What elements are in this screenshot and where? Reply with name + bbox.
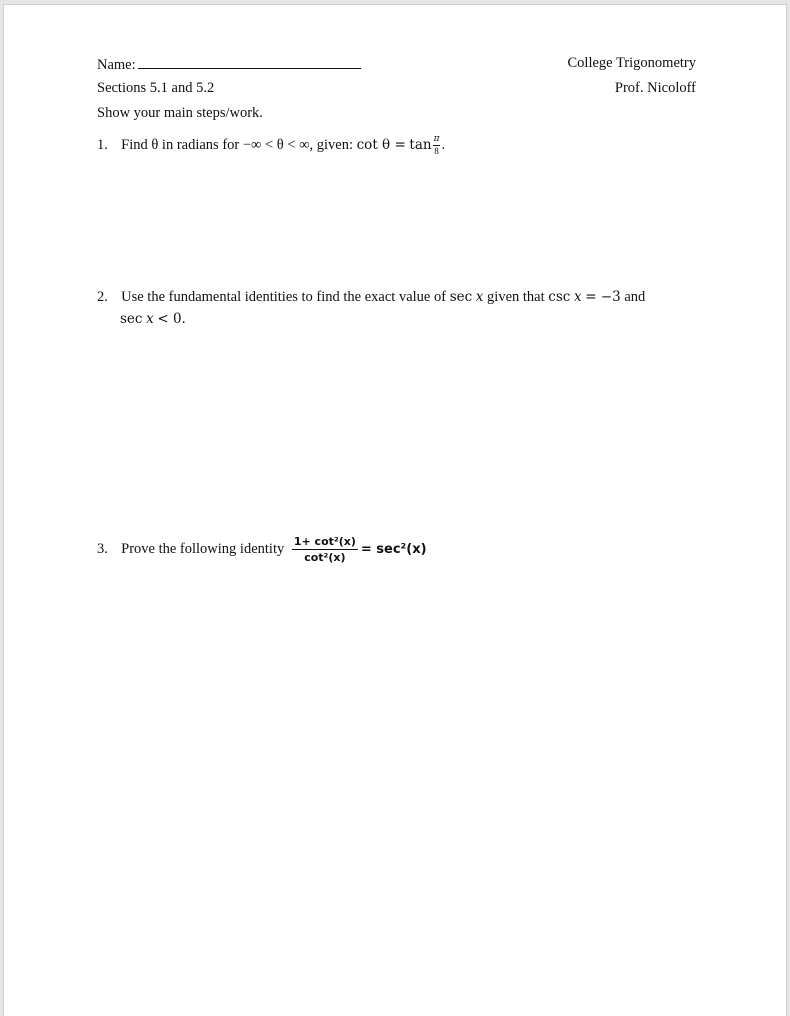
identity-rhs: = sec²(x) bbox=[360, 541, 427, 557]
var-x: x bbox=[475, 289, 484, 305]
problem-3 bbox=[97, 536, 427, 563]
var-x-3: x bbox=[146, 311, 154, 327]
problem-3-number: 3. bbox=[97, 540, 108, 557]
problem-1 bbox=[97, 135, 445, 156]
problem-2-text-part1: Use the fundamental identities to find the exact value of bbox=[121, 289, 447, 305]
course-title: College Trigonometry bbox=[567, 55, 696, 71]
name-label: Name: bbox=[97, 57, 136, 73]
fraction-numerator: π bbox=[433, 134, 440, 144]
problem-2-number: 2. bbox=[97, 289, 108, 305]
csc-value: = −3 bbox=[585, 289, 621, 305]
var-x-2: x bbox=[573, 289, 582, 305]
and-word: and bbox=[624, 289, 646, 305]
csc-fn: csc bbox=[548, 289, 571, 305]
sec-fn-2: sec bbox=[120, 311, 143, 327]
sec-inequality: < 0. bbox=[157, 311, 186, 327]
identity-denominator: cot²(x) bbox=[304, 550, 346, 564]
problem-2-line-2 bbox=[120, 311, 186, 328]
problem-1-number: 1. bbox=[97, 136, 108, 153]
sec-fn: sec bbox=[449, 289, 473, 305]
sections-label: Sections 5.1 and 5.2 bbox=[97, 80, 215, 96]
problem-1-text: Find θ in radians for −∞ < θ < ∞, given: bbox=[121, 136, 353, 153]
problem-3-text: Prove the following identity bbox=[121, 540, 285, 557]
problem-2 bbox=[97, 289, 645, 306]
problem-1-period: . bbox=[441, 136, 446, 153]
problem-1-equation-lhs: cot θ = bbox=[356, 136, 406, 153]
professor-name: Prof. Nicoloff bbox=[614, 80, 696, 96]
identity-numerator: 1+ cot²(x) bbox=[293, 535, 356, 548]
instructions: Show your main steps/work. bbox=[97, 105, 263, 121]
name-field bbox=[97, 55, 361, 74]
worksheet-page bbox=[3, 4, 787, 1016]
pi-over-8-fraction bbox=[433, 135, 441, 156]
identity-fraction bbox=[292, 536, 358, 563]
problem-1-equation-fn: tan bbox=[409, 136, 432, 153]
problem-2-text-part2: given that bbox=[487, 289, 545, 305]
name-blank-line bbox=[138, 55, 361, 69]
fraction-denominator: 8 bbox=[434, 146, 439, 156]
